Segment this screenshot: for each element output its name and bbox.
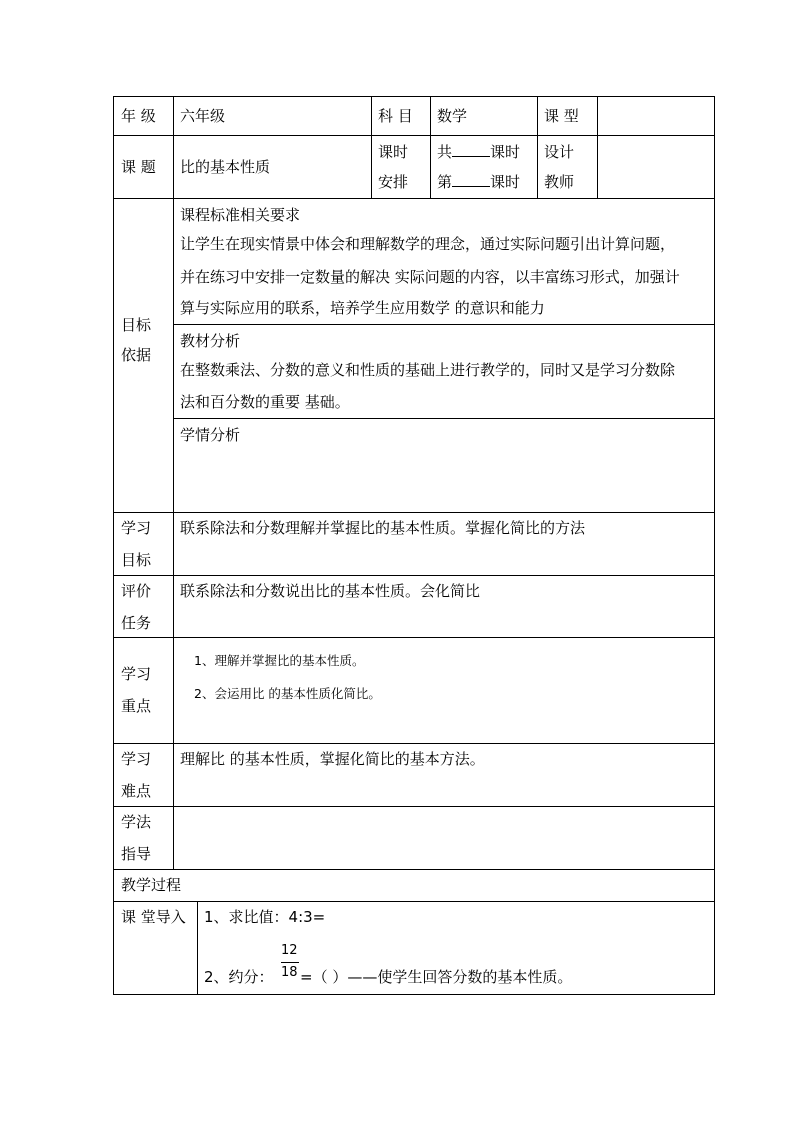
- textbook-title: 教材分析: [180, 332, 241, 350]
- fraction-numerator: 12: [281, 943, 298, 958]
- key-point-1: 1、理解并掌握比的基本性质。: [194, 653, 365, 668]
- key-points-label-2: 重点: [121, 697, 152, 715]
- difficulties-label-1: 学习: [121, 750, 152, 768]
- question-2-prefix: 2、约分：: [204, 968, 274, 986]
- students-title: 学情分析: [180, 426, 241, 444]
- objectives-label-1: 学习: [121, 519, 152, 537]
- difficulties-text: 理解比 的基本性质，掌握化简比的基本方法。: [180, 750, 485, 768]
- intro-label: 课 堂导入: [121, 908, 186, 926]
- evaluation-label-2: 任务: [121, 614, 152, 632]
- designer-label-2: 教师: [544, 173, 575, 191]
- evaluation-label-1: 评价: [121, 582, 152, 600]
- total-periods-blank[interactable]: [452, 142, 490, 157]
- topic-label: 课 题: [121, 158, 156, 176]
- key-point-2: 2、会运用比 的基本性质化简比。: [194, 686, 381, 701]
- standards-line-3: 算与实际应用的联系，培养学生应用数学 的意识和能力: [180, 299, 545, 317]
- difficulties-label-2: 难点: [121, 782, 152, 800]
- subject-label: 科 目: [378, 107, 413, 125]
- total-periods: 共 课时: [437, 143, 521, 161]
- basis-label-2: 依据: [121, 346, 152, 364]
- evaluation-text: 联系除法和分数说出比的基本性质。会化简比: [180, 582, 481, 600]
- key-points-label-1: 学习: [121, 665, 152, 683]
- grade-value: 六年级: [180, 107, 226, 125]
- fraction-denominator: 18: [281, 965, 298, 980]
- question-2-suffix: =（ ）——使学生回答分数的基本性质。: [300, 968, 573, 986]
- process-title: 教学过程: [121, 876, 182, 894]
- grade-label: 年 级: [121, 107, 156, 125]
- objectives-label-2: 目标: [121, 551, 152, 569]
- topic-value: 比的基本性质: [180, 158, 271, 176]
- nth-period: 第 课时: [437, 173, 521, 191]
- standards-line-2: 并在练习中安排一定数量的解决 实际问题的内容，以丰富练习形式，加强计: [180, 268, 680, 286]
- designer-label-1: 设计: [544, 143, 575, 161]
- standards-title: 课程标准相关要求: [180, 206, 301, 224]
- lesson-type-label: 课 型: [544, 107, 579, 125]
- subject-value: 数学: [437, 107, 468, 125]
- methods-label-1: 学法: [121, 813, 152, 831]
- question-1: 1、求比值：4:3=: [204, 908, 326, 926]
- methods-label-2: 指导: [121, 845, 152, 863]
- standards-line-1: 让学生在现实情景中体会和理解数学的理念，通过实际问题引出计算问题，: [180, 235, 676, 253]
- textbook-line-1: 在整数乘法、分数的意义和性质的基础上进行教学的，同时又是学习分数除: [180, 361, 676, 379]
- schedule-label-1: 课时: [378, 143, 409, 161]
- basis-label-1: 目标: [121, 316, 152, 334]
- objectives-text: 联系除法和分数理解并掌握比的基本性质。掌握化简比的方法: [180, 519, 586, 537]
- textbook-line-2: 法和百分数的重要 基础。: [180, 393, 350, 411]
- schedule-label-2: 安排: [378, 173, 409, 191]
- nth-period-blank[interactable]: [452, 172, 490, 187]
